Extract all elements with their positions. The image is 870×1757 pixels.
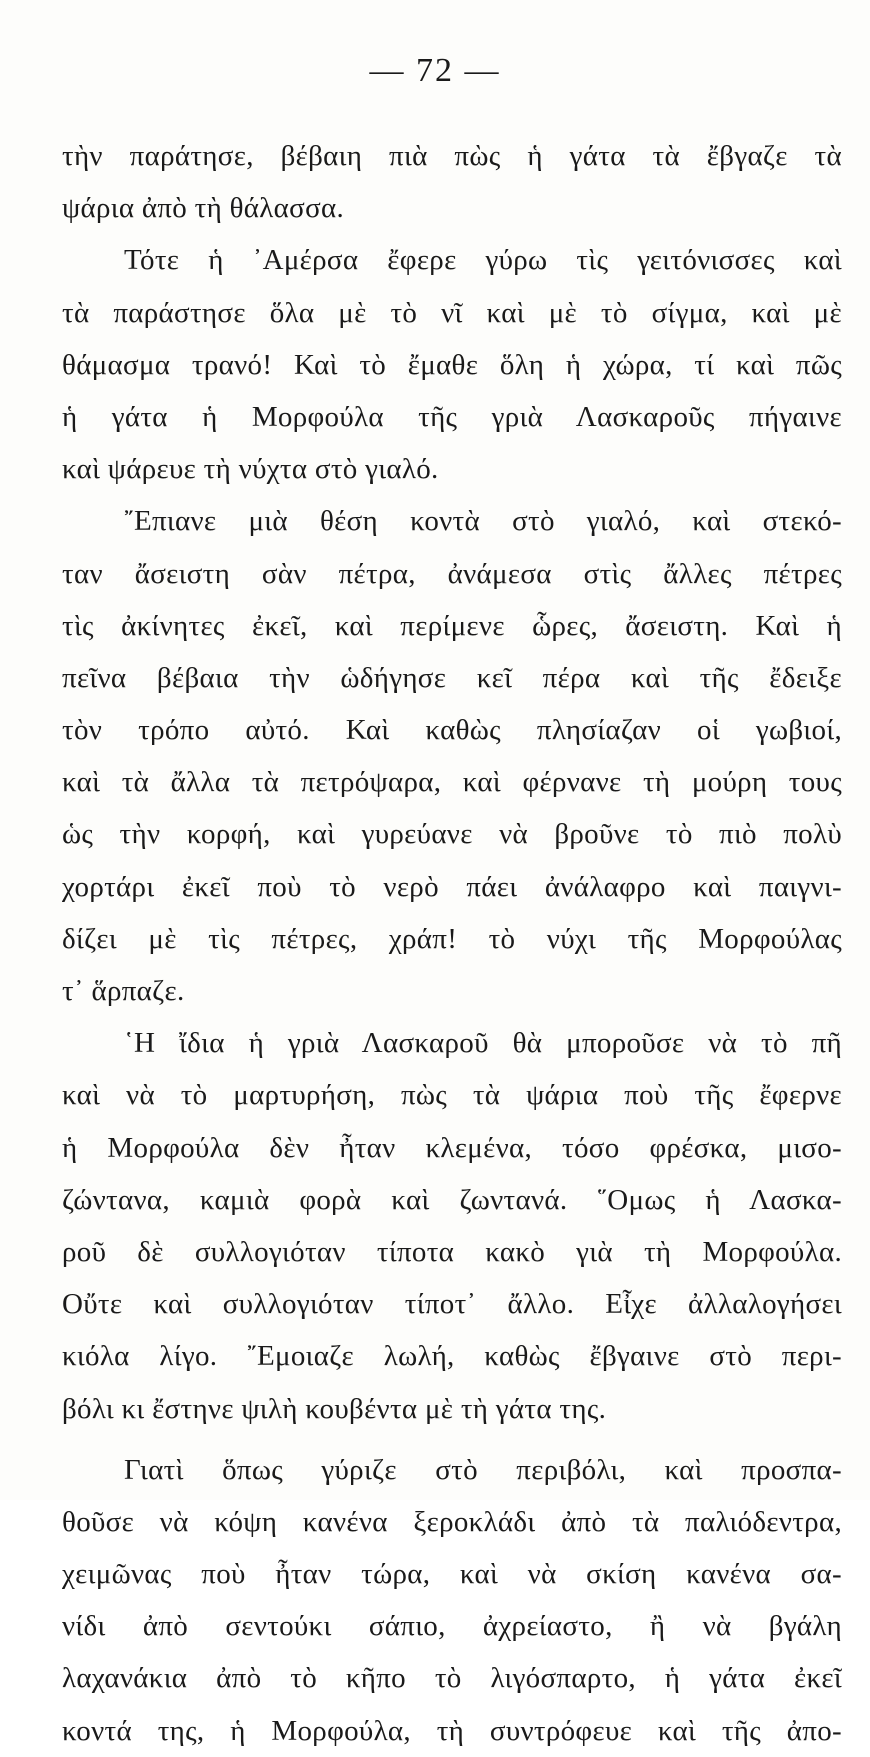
text-line: λαχανάκια ἀπὸ τὸ κῆπο τὸ λιγόσπαρτο, ἡ γάτα ἐκεῖ <box>62 1662 842 1695</box>
text-line: πεῖνα βέβαια τὴν ὡδήγησε κεῖ πέρα καὶ τῆς ἔδειξε <box>62 661 842 694</box>
text-line: ἡ Μορφούλα δὲν ἦταν κλεμένα, τόσο φρέσκα, μισο- <box>62 1131 842 1164</box>
text-line: ταν ἄσειστη σὰν πέτρα, ἀνάμεσα στὶς ἄλλες πέτρες <box>62 557 842 590</box>
text-line: δίζει μὲ τὶς πέτρες, χράπ! τὸ νύχι τῆς Μορφούλας <box>62 922 842 955</box>
text-line: κιόλα λίγο. ῎Εμοιαζε λωλή, καθὼς ἔβγαινε στὸ περι- <box>62 1340 842 1373</box>
text-line: ζώντανα, καμιὰ φορὰ καὶ ζωντανά. ῞Ομως ἡ Λασκα- <box>62 1183 842 1216</box>
text-line: χειμῶνας ποὺ ἦταν τώρα, καὶ νὰ σκίση κανένα σα- <box>62 1558 842 1591</box>
paragraph-start-line: Γιατὶ ὅπως γύριζε στὸ περιβόλι, καὶ προσπα- <box>124 1453 842 1486</box>
text-line: ψάρια ἀπὸ τὴ θάλασσα. <box>62 192 345 225</box>
text-line: καὶ τὰ ἄλλα τὰ πετρόψαρα, καὶ φέρνανε τὴ μούρη τους <box>62 766 842 799</box>
paragraph-start-line: ῎Επιανε μιὰ θέση κοντὰ στὸ γιαλό, καὶ στεκό- <box>124 505 842 538</box>
page-number: — 72 — <box>369 52 501 89</box>
text-line: καὶ ψάρευε τὴ νύχτα στὸ γιαλό. <box>62 453 439 486</box>
text-line: τὰ παράστησε ὅλα μὲ τὸ νῖ καὶ μὲ τὸ σίγμα, καὶ μὲ <box>62 296 842 329</box>
body-text <box>62 130 842 1757</box>
text-line: βόλι κι ἔστηνε ψιλὴ κουβέντα μὲ τὴ γάτα της. <box>62 1392 607 1425</box>
text-line: τὴν παράτησε, βέβαιη πιὰ πὼς ἡ γάτα τὰ ἔβγαζε τὰ <box>62 140 842 172</box>
text-line: καὶ νὰ τὸ μαρτυρήση, πὼς τὰ ψάρια ποὺ τῆς ἔφερνε <box>62 1079 842 1112</box>
text-line: Οὔτε καὶ συλλογιόταν τίποτ᾿ ἄλλο. Εἶχε ἀλλαλογήσει <box>62 1288 842 1321</box>
text-line: τὸν τρόπο αὐτό. Καὶ καθὼς πλησίαζαν οἱ γωβιοί, <box>62 714 842 747</box>
paragraph-start-line: ῾Η ἴδια ἡ γριὰ Λασκαροῦ θὰ μποροῦσε νὰ τὸ πῆ <box>124 1027 842 1060</box>
paragraph-start-line: Τότε ἡ ᾿Αμέρσα ἔφερε γύρω τὶς γειτόνισσες καὶ <box>124 244 842 277</box>
text-line: χορτάρι ἐκεῖ ποὺ τὸ νερὸ πάει ἀνάλαφρο καὶ παιγνι- <box>62 870 842 903</box>
text-line: τὶς ἀκίνητες ἐκεῖ, καὶ περίμενε ὧρες, ἄσειστη. Καὶ ἡ <box>62 609 842 642</box>
text-line: θοῦσε νὰ κόψη κανένα ξεροκλάδι ἀπὸ τὰ παλιόδεντρα, <box>62 1505 842 1538</box>
text-line: κοντά της, ἡ Μορφούλα, τὴ συντρόφευε καὶ τῆς ἀπο- <box>62 1714 842 1747</box>
text-line: τ᾿ ἅρπαζε. <box>62 975 185 1007</box>
text-line: ὡς τὴν κορφή, καὶ γυρεύανε νὰ βροῦνε τὸ πιὸ πολὺ <box>62 818 842 851</box>
text-line: θάμασμα τρανό! Καὶ τὸ ἔμαθε ὅλη ἡ χώρα, τί καὶ πῶς <box>62 348 842 381</box>
text-line: ἡ γάτα ἡ Μορφούλα τῆς γριὰ Λασκαροῦς πήγαινε <box>62 400 842 433</box>
text-line: ροῦ δὲ συλλογιόταν τίποτα κακὸ γιὰ τὴ Μορφούλα. <box>62 1235 842 1268</box>
text-line: νίδι ἀπὸ σεντούκι σάπιο, ἀχρείαστο, ἢ νὰ βγάλη <box>62 1610 842 1643</box>
